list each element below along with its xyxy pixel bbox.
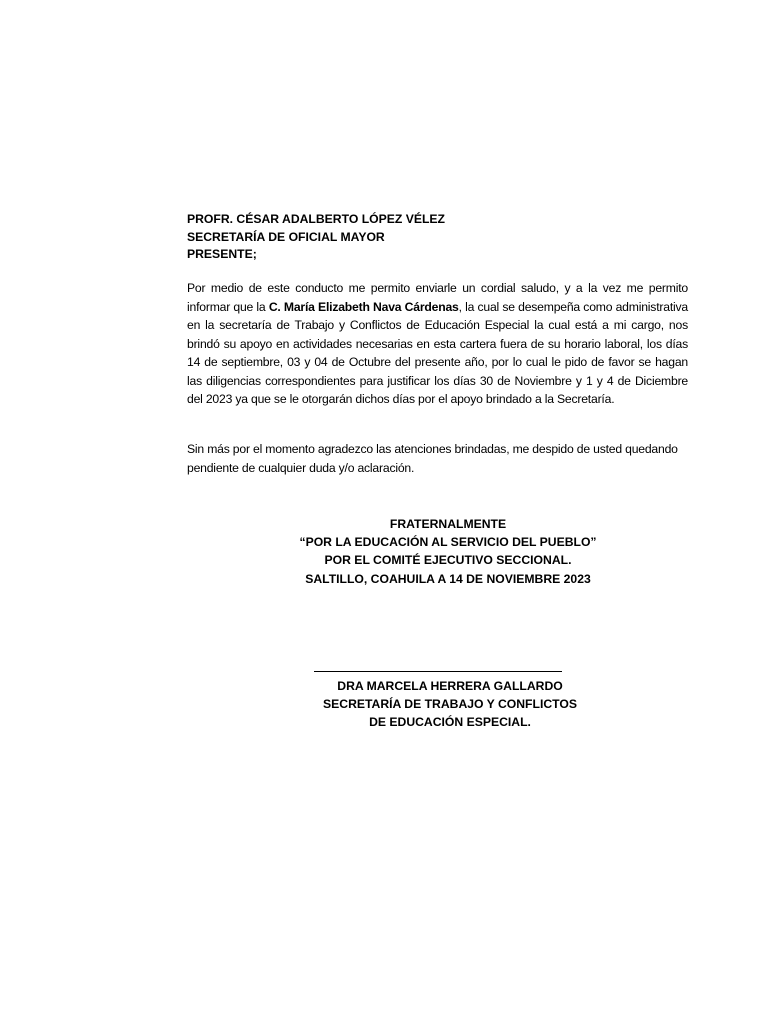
closing-text: Sin más por el momento agradezco las atenciones brindadas, me despido de usted quedando pendiente de cualquier duda y/o aclaración. xyxy=(187,442,678,475)
motto-committee: POR EL COMITÉ EJECUTIVO SECCIONAL. xyxy=(324,553,572,568)
closing-paragraph xyxy=(187,440,688,477)
signer-title-line1: SECRETARÍA DE TRABAJO Y CONFLICTOS xyxy=(323,697,577,712)
signer-title-line2: DE EDUCACIÓN ESPECIAL. xyxy=(369,715,531,730)
motto-place-date: SALTILLO, COAHUILA A 14 DE NOVIEMBRE 2023 xyxy=(305,571,591,586)
signer-name: DRA MARCELA HERRERA GALLARDO xyxy=(337,679,563,693)
signature-line xyxy=(314,671,562,672)
signer-block xyxy=(262,677,638,732)
body-intro-text: Por medio de este conducto me permito enviarle un cordial saludo, y a la vez me permito informar que la xyxy=(187,281,688,314)
employee-name: C. María Elizabeth Nava Cárdenas xyxy=(268,299,459,314)
motto-slogan: “POR LA EDUCACIÓN AL SERVICIO DEL PUEBLO” xyxy=(299,535,597,550)
body-rest-text: , la cual se desempeña como administrativa en la secretaría de Trabajo y Conflictos de Educación Especial la cual está a mi cargo, nos brindó su apoyo en actividades necesarias en esta cartera fuera de su horario laboral, los días 14 de septiembre, 03 y 04 de Octubre del presente año, por lo cual le pido de favor se hagan las diligencias correspondientes para justificar los días 30 de Noviembre y 1 y 4 de Diciembre del 2023 ya que se le otorgarán dichos días por el apoyo brindado a la Secretaría. xyxy=(187,299,688,406)
addressee-block xyxy=(187,211,445,264)
addressee-greeting: PRESENTE; xyxy=(187,247,257,261)
addressee-position: SECRETARÍA DE OFICIAL MAYOR xyxy=(187,229,385,244)
motto-fraternally: FRATERNALMENTE xyxy=(389,517,507,531)
body-paragraph xyxy=(187,279,688,409)
addressee-name: PROFR. CÉSAR ADALBERTO LÓPEZ VÉLEZ xyxy=(187,212,445,226)
motto-block xyxy=(260,515,636,588)
